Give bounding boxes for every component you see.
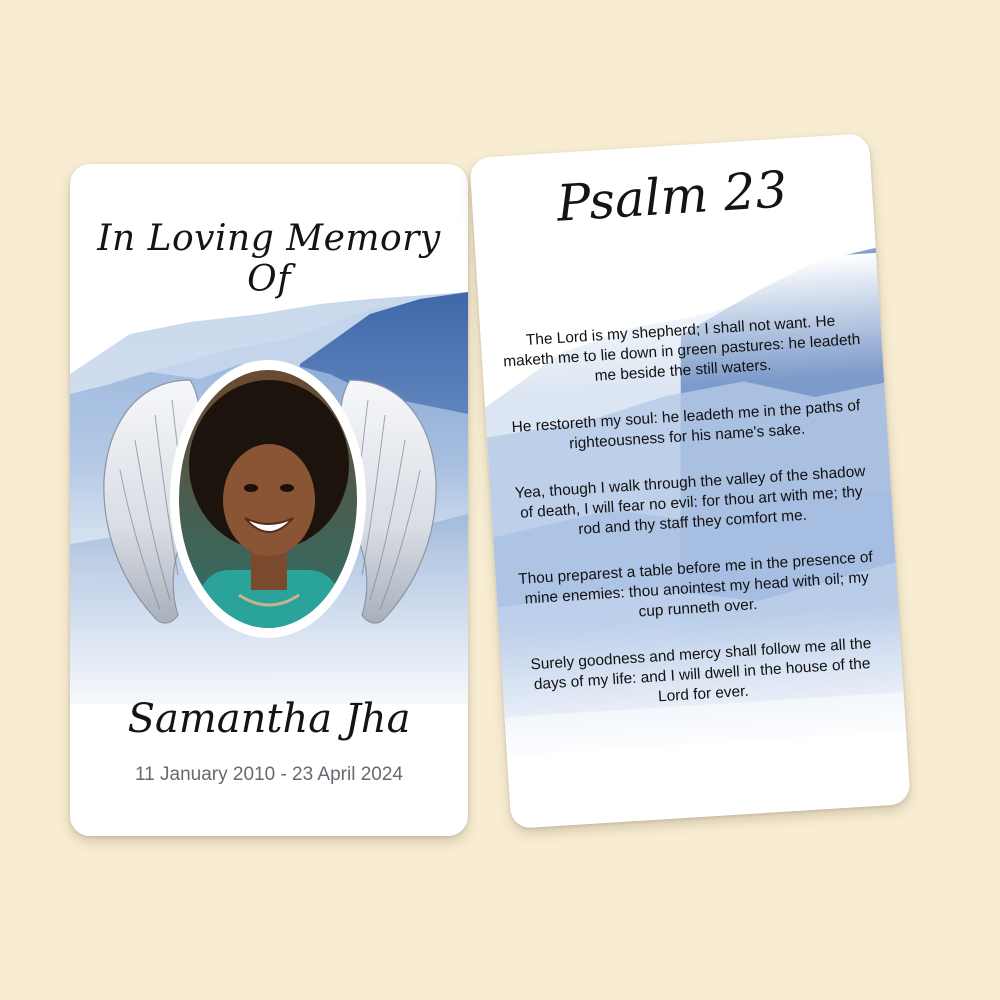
memorial-card-back [469, 133, 910, 829]
psalm-verse-1: The Lord is my shepherd; I shall not want. He maketh me to lie down in green pastures: he leadeth me beside the still waters. [502, 312, 861, 385]
psalm-verse-5: Surely goodness and mercy shall follow me all the days of my life: and I will dwell in the house of the Lord for ever. [530, 634, 872, 706]
front-title: In Loving Memory Of [97, 218, 441, 300]
psalm-verse-3: Yea, though I walk through the valley of the shadow of death, I will fear no evil: for thou art with me; thy rod and thy staff they comfort me. [514, 462, 866, 539]
portrait-photo [179, 370, 357, 628]
psalm-verse-4: Thou preparest a table before me in the presence of mine enemies: thou anointest my head with oil; my cup runneth over. [517, 548, 874, 621]
psalm-title: Psalm 23 [555, 160, 790, 233]
memorial-card-front [70, 164, 468, 836]
person-name: Samantha Jha [127, 696, 411, 742]
psalm-verse-2: He restoreth my soul: he leadeth me in the paths of righteousness for his name's sake. [511, 397, 861, 453]
life-dates: 11 January 2010 - 23 April 2024 [135, 764, 403, 785]
face-shape [223, 444, 315, 556]
psalm-text [500, 310, 885, 742]
